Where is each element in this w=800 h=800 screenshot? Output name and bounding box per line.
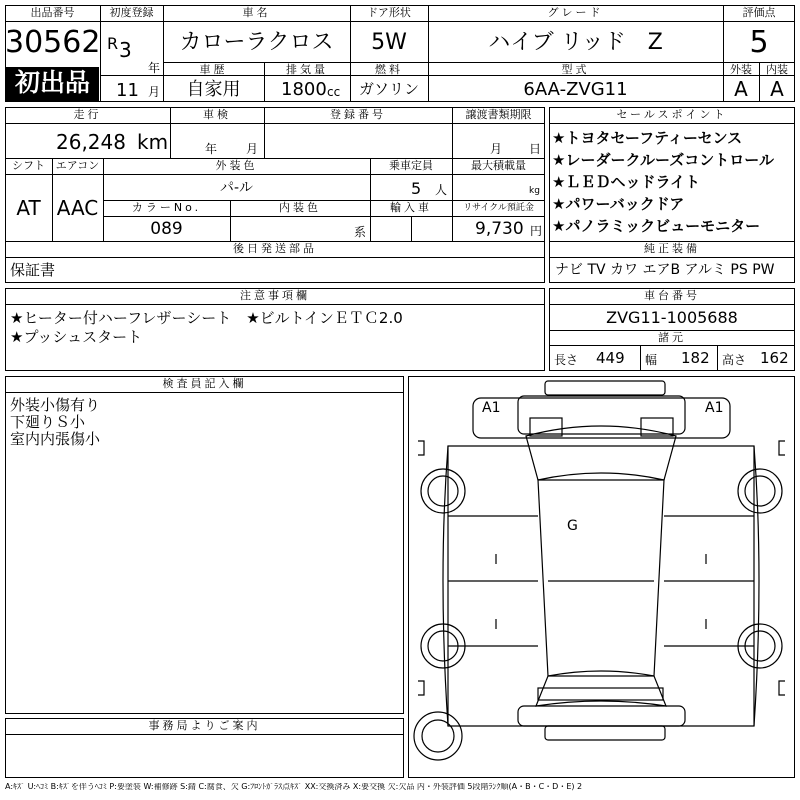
displacement-unit: cc	[327, 85, 341, 99]
capacity-label: 乗車定員	[389, 159, 433, 172]
exterior-label: 外装	[730, 63, 752, 76]
int-color-unit: 系	[354, 225, 367, 239]
sales-points-label: セールスポイント	[616, 108, 728, 121]
fuel-label: 燃料	[375, 63, 403, 76]
inspector-label: 検査員記入欄	[162, 377, 247, 390]
history-label: 車歴	[199, 63, 228, 76]
interior-label: 内装	[766, 63, 788, 76]
reg-number-label: 登録番号	[330, 108, 386, 121]
sales-point-2: ★レーダークルーズコントロール	[552, 151, 774, 169]
reg-month: 11	[116, 80, 139, 101]
interior-grade: A	[770, 77, 784, 101]
length: 449	[596, 349, 625, 367]
mileage-label: 走行	[73, 108, 102, 121]
transfer-month-unit: 月	[490, 142, 503, 156]
ac: AAC	[56, 196, 99, 220]
length-label: 長さ	[554, 353, 579, 367]
car-diagram	[408, 376, 795, 778]
notes-line-1: ★ヒーター付ハーフレザーシート ★ビルトインＥＴＣ2.0	[10, 309, 403, 327]
model: 6AA-ZVG11	[523, 79, 628, 100]
recycle-unit: 円	[530, 224, 543, 238]
max-load-unit: kg	[529, 186, 540, 196]
mileage-unit: km	[137, 130, 169, 154]
reg-year: 3	[119, 38, 132, 62]
door-label: ドア形状	[367, 6, 411, 19]
damage-mark-a1-left: A1	[482, 400, 501, 416]
ext-color: パ-ル	[219, 180, 254, 196]
height: 162	[760, 349, 789, 367]
model-label: 型式	[561, 63, 590, 76]
ac-label: エアコン	[55, 159, 100, 172]
genuine-equipment: ナビ TV カワ エアB アルミ PS PW	[555, 262, 775, 278]
transfer-docs-label: 譲渡書類期限	[465, 108, 532, 121]
history: 自家用	[186, 79, 241, 100]
mileage: 26,248	[56, 130, 126, 154]
max-load-label: 最大積載量	[471, 159, 526, 172]
first-listing-text: 初出品	[14, 68, 90, 97]
sales-point-4: ★パワーバックドア	[552, 195, 685, 213]
shift-label: シフト	[12, 159, 45, 172]
score-label: 評価点	[742, 6, 776, 19]
grade: ハイブ リッド Z	[488, 30, 663, 55]
inspector-line-3: 室内内張傷小	[10, 430, 101, 448]
transfer-day-unit: 日	[529, 142, 542, 156]
legend: A:ｷｽﾞ U:ﾍｺﾐ B:ｷｽﾞを伴うﾍｺﾐ P:要塗装 W:補修跡 S:錆 C:腐食、欠 G:ﾌﾛﾝﾄｶﾞﾗｽ点ｷｽﾞ XX:交換済み X:要交換 欠:欠品 内・外装評価 5段階ﾗﾝｸ順(A・B・C・D・E) 2	[5, 783, 583, 791]
month-unit: 月	[148, 85, 161, 99]
car-name: カローラクロス	[179, 30, 334, 55]
width-label: 幅	[645, 353, 658, 367]
sales-point-1: ★トヨタセーフティーセンス	[552, 129, 743, 147]
displacement-label: 排気量	[286, 63, 328, 76]
int-color-label: 内装色	[279, 201, 321, 214]
sales-point-3: ★ＬＥＤヘッドライト	[552, 173, 700, 191]
inspector-line-2: 下廻りＳ小	[10, 413, 86, 431]
height-label: 高さ	[722, 353, 747, 367]
width: 182	[681, 349, 710, 367]
grade-label: グレード	[547, 6, 604, 19]
specs-label: 諸元	[658, 331, 686, 344]
inspection-label: 車検	[203, 108, 231, 121]
car-name-label: 車名	[242, 6, 271, 19]
fuel: ガソリン	[358, 80, 419, 98]
door-type: 5W	[371, 30, 407, 55]
year-unit: 年	[148, 61, 161, 75]
capacity: 5	[411, 179, 422, 198]
lot-number-label: 出品番号	[30, 6, 75, 19]
import-label: 輸入車	[390, 201, 432, 214]
later-parts-label: 後日発送部品	[233, 242, 317, 255]
notes-line-2: ★プッシュスタート	[10, 328, 143, 346]
damage-mark-g: G	[567, 518, 578, 534]
era: R	[107, 34, 119, 53]
ext-color-label: 外装色	[215, 159, 258, 172]
genuine-label: 純正装備	[644, 242, 700, 255]
notes-label: 注意事項欄	[240, 289, 310, 302]
inspection-year-unit: 年	[205, 142, 218, 156]
color-no: 089	[150, 219, 183, 239]
color-no-label: カラーNo.	[131, 201, 202, 214]
shift: AT	[16, 196, 41, 220]
later-parts: 保証書	[10, 261, 56, 279]
exterior-grade: A	[734, 77, 748, 101]
capacity-unit: 人	[435, 183, 448, 197]
damage-mark-a1-right: A1	[705, 400, 724, 416]
first-reg-label: 初度登録	[109, 6, 154, 19]
office-label: 事務局よりご案内	[148, 719, 261, 732]
chassis-number: ZVG11-1005688	[606, 308, 738, 327]
score: 5	[749, 25, 769, 60]
chassis-label: 車台番号	[644, 289, 700, 302]
inspector-line-1: 外装小傷有り	[10, 396, 101, 414]
displacement: 1800	[281, 79, 327, 100]
recycle-fee: 9,730	[475, 219, 524, 239]
sales-point-5: ★パノラミックビューモニター	[552, 217, 761, 235]
recycle-label: リサイクル預託金	[463, 203, 534, 213]
lot-number: 30562	[5, 25, 101, 60]
inspection-month-unit: 月	[246, 142, 259, 156]
